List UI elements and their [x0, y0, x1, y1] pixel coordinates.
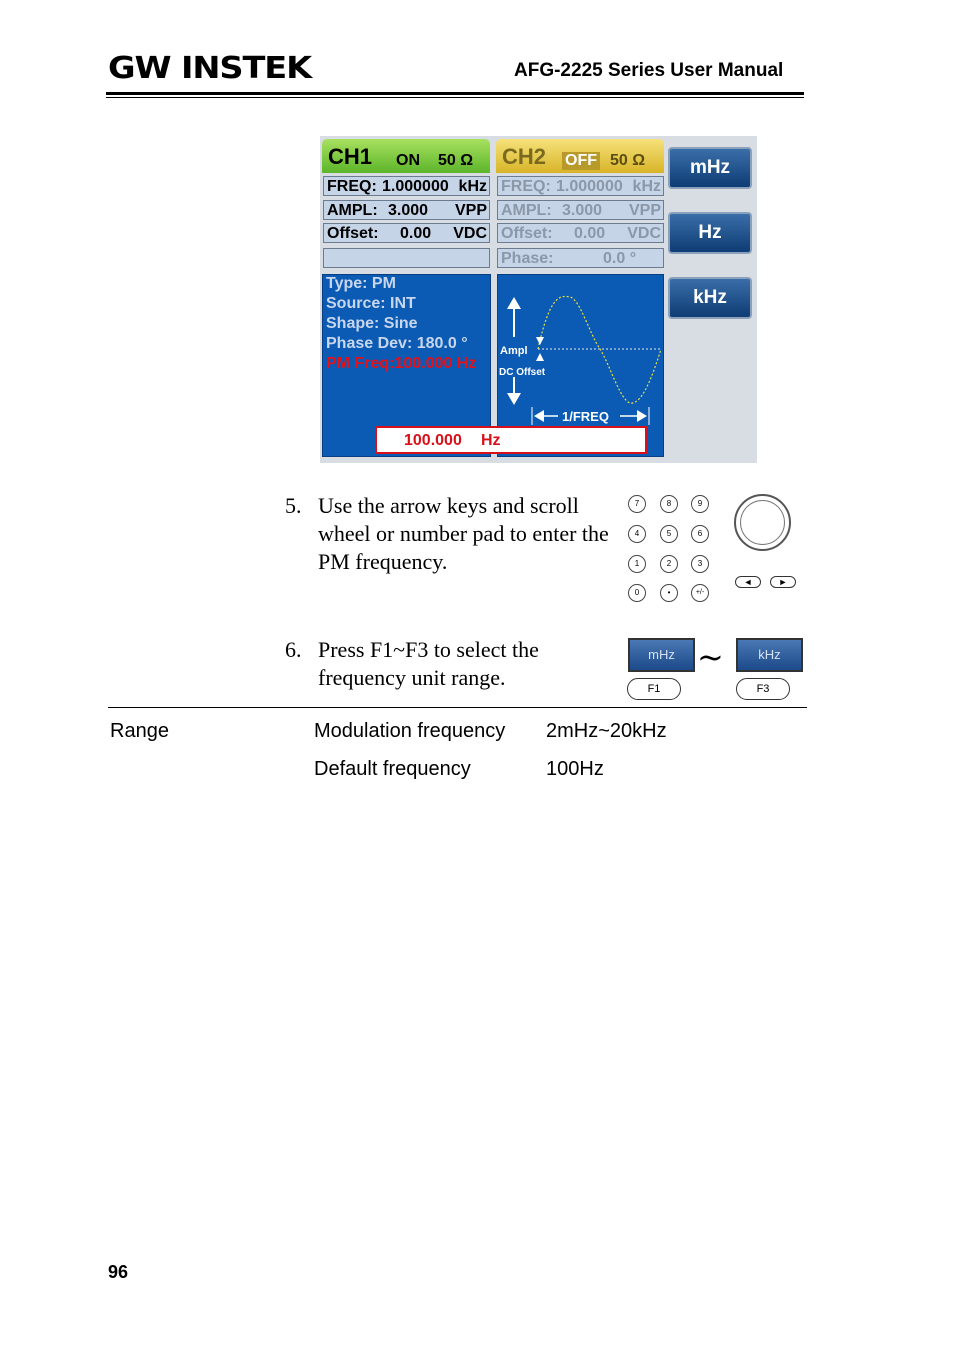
ch1-offset-value: 0.00: [400, 225, 432, 242]
ch1-empty-row: [323, 248, 490, 268]
ch1-offset-label: Offset:: [327, 225, 379, 242]
ch2-freq-row: [497, 176, 664, 196]
frequency-entry-field[interactable]: [375, 426, 647, 454]
mod-pm-freq: PM Freq:100.000 Hz: [326, 355, 477, 372]
ch1-state: ON: [396, 152, 420, 169]
mod-type: Type: PM: [326, 275, 396, 292]
ch2-ampl-row: [497, 200, 664, 220]
instrument-screen: [320, 136, 757, 463]
key-dot[interactable]: •: [660, 584, 678, 602]
ch2-name: CH2: [502, 144, 547, 169]
range-tilde: ~: [697, 638, 724, 676]
wave-freq-label: 1/FREQ: [562, 409, 609, 424]
gw-instek-logo: GW INSTEK: [108, 51, 311, 86]
arrow-right-key[interactable]: ►: [770, 576, 796, 588]
ch1-ampl-unit: VPP: [454, 202, 487, 219]
key-5[interactable]: 5: [660, 525, 678, 543]
softkey-hz[interactable]: Hz: [668, 212, 752, 254]
mod-source: Source: INT: [326, 295, 416, 312]
key-plus-minus[interactable]: +/-: [691, 584, 709, 602]
range-row-value: 2mHz~20kHz: [546, 720, 667, 742]
manual-title: AFG-2225 Series User Manual: [514, 60, 784, 81]
default-row-name: Default frequency: [314, 758, 471, 780]
ch1-freq-label: FREQ:: [327, 178, 377, 195]
key-1[interactable]: 1: [628, 555, 646, 573]
page-number: 96: [108, 1262, 129, 1282]
ch1-ampl-row: [323, 200, 490, 220]
ch1-offset-row: [323, 223, 490, 243]
header-rule-thin: [106, 97, 804, 98]
ch1-tab: [322, 139, 490, 173]
key-3[interactable]: 3: [691, 555, 709, 573]
wave-ampl-label: Ampl: [500, 345, 528, 357]
key-0[interactable]: 0: [628, 584, 646, 602]
ch1-ampl-value: 3.000: [388, 202, 429, 219]
scroll-wheel-icon[interactable]: [734, 494, 791, 551]
ch2-freq-value: 1.000000: [556, 178, 623, 195]
entry-value: 100.000: [404, 432, 462, 449]
ch1-ampl-label: AMPL:: [327, 202, 378, 219]
step-6-number: 6.: [285, 637, 302, 662]
key-8[interactable]: 8: [660, 495, 678, 513]
ch1-freq-value: 1.000000: [382, 178, 449, 195]
khz-unit-button[interactable]: kHz: [736, 638, 803, 672]
softkey-mhz[interactable]: mHz: [668, 147, 752, 189]
mod-shape: Shape: Sine: [326, 315, 418, 332]
key-4[interactable]: 4: [628, 525, 646, 543]
ch2-offset-unit: VDC: [627, 225, 661, 242]
ch2-ampl-value: 3.000: [562, 202, 603, 219]
ch1-name: CH1: [328, 144, 373, 169]
header-rule: [106, 92, 804, 95]
ch2-ampl-label: AMPL:: [501, 202, 552, 219]
ch2-phase-row: [497, 248, 664, 268]
ch2-offset-value: 0.00: [574, 225, 606, 242]
key-6[interactable]: 6: [691, 525, 709, 543]
number-keypad: [628, 495, 718, 605]
mod-phase-dev: Phase Dev: 180.0 °: [326, 335, 468, 352]
step-5-text: Use the arrow keys and scroll wheel or number pad to enter the PM frequency.: [318, 493, 609, 574]
f3-key[interactable]: F3: [736, 678, 790, 700]
ch2-offset-label: Offset:: [501, 225, 553, 242]
ch2-freq-unit: kHz: [632, 178, 661, 195]
ch1-freq-unit: kHz: [458, 178, 487, 195]
table-rule: [108, 707, 807, 708]
f1-key[interactable]: F1: [627, 678, 681, 700]
ch2-state: OFF: [562, 152, 600, 170]
ch1-offset-unit: VDC: [453, 225, 487, 242]
scroll-wheel-inner: [740, 500, 785, 545]
range-section-label: Range: [110, 720, 169, 742]
step-5-number: 5.: [285, 493, 302, 518]
ch2-impedance: 50 Ω: [610, 152, 646, 169]
default-row-value: 100Hz: [546, 758, 604, 780]
arrow-left-key[interactable]: ◄: [735, 576, 761, 588]
ch2-offset-row: [497, 223, 664, 243]
ch1-freq-row: [323, 176, 490, 196]
ch2-ampl-unit: VPP: [628, 202, 661, 219]
key-9[interactable]: 9: [691, 495, 709, 513]
range-row-name: Modulation frequency: [314, 720, 506, 742]
softkey-khz[interactable]: kHz: [668, 277, 752, 319]
step-6-text: Press F1~F3 to select the frequency unit range.: [318, 637, 539, 690]
ch1-impedance: 50 Ω: [438, 152, 474, 169]
entry-unit: Hz: [481, 432, 501, 449]
ch2-phase-label: Phase:: [501, 250, 554, 267]
ch2-phase-value: 0.0 °: [603, 250, 637, 267]
ch2-freq-label: FREQ:: [501, 178, 551, 195]
key-7[interactable]: 7: [628, 495, 646, 513]
wave-dc-offset-label: DC Offset: [499, 367, 546, 378]
ch2-tab: [496, 139, 664, 173]
mhz-unit-button[interactable]: mHz: [628, 638, 695, 672]
key-2[interactable]: 2: [660, 555, 678, 573]
